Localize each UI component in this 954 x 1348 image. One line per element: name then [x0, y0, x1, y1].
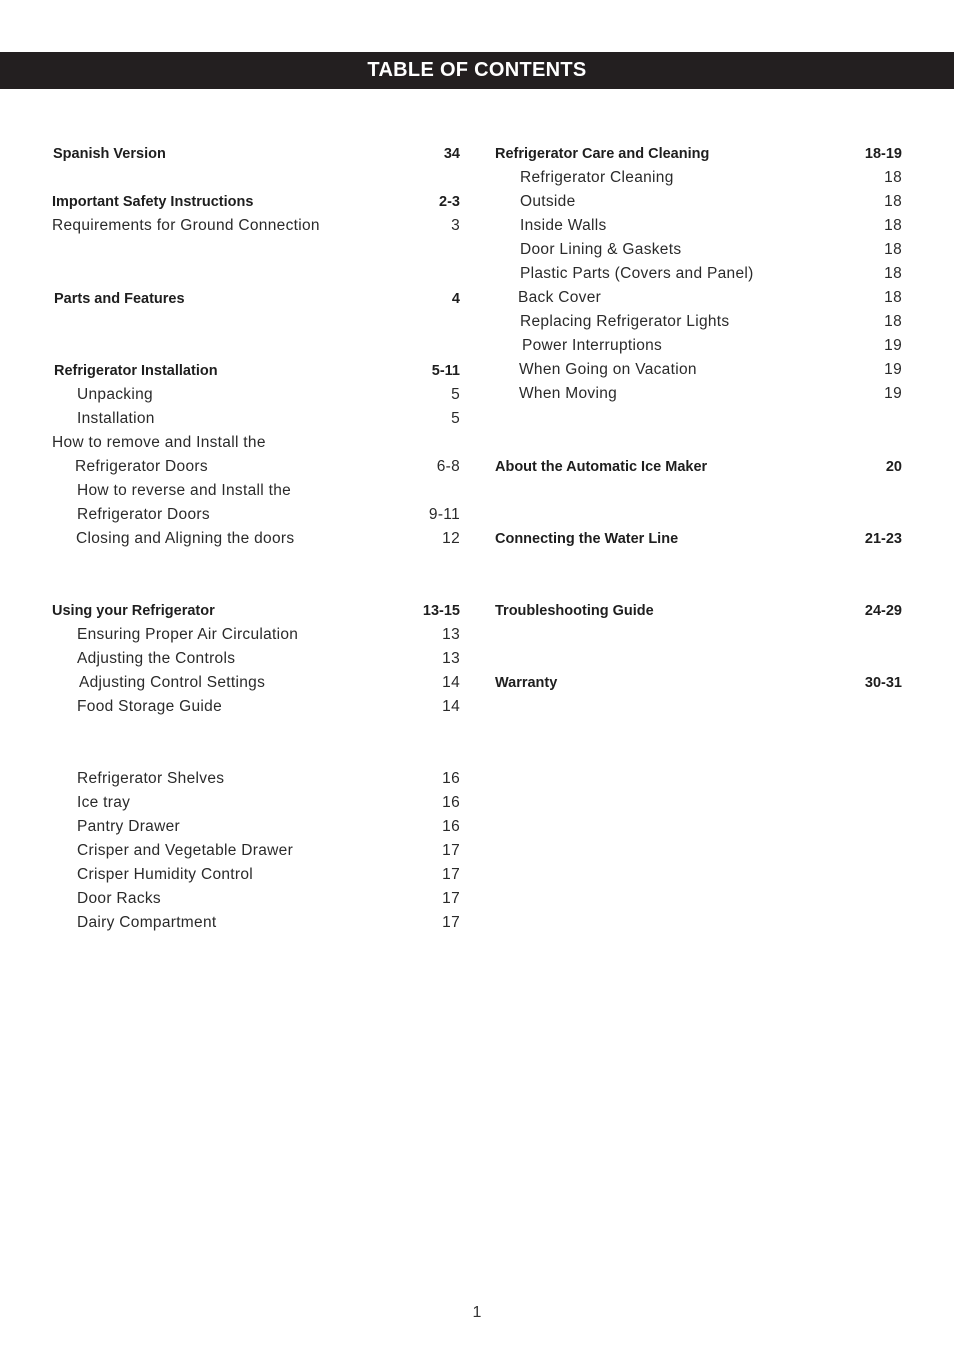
toc-entry-page: 9-11	[428, 506, 460, 523]
toc-entry-label: Connecting the Water Line	[495, 531, 679, 547]
toc-entry-page: 12	[442, 530, 460, 547]
toc-entry-label: Refrigerator Cleaning	[520, 169, 674, 186]
toc-entry-page: 19	[884, 361, 902, 378]
toc-section-connecting-the-water-line	[0, 529, 954, 549]
toc-entry-label: About the Automatic Ice Maker	[495, 459, 708, 475]
toc-entry-page: 18-19	[864, 146, 902, 162]
toc-entry-page: 6-8	[436, 458, 460, 475]
toc-item-refrigerator-doors	[0, 505, 954, 525]
toc-item-ice-tray	[0, 793, 954, 813]
toc-entry-label: Dairy Compartment	[77, 914, 217, 931]
toc-item-outside	[0, 192, 954, 212]
toc-entry-label: Replacing Refrigerator Lights	[520, 313, 730, 330]
toc-entry-page: 13	[442, 626, 460, 643]
toc-entry-label: Refrigerator Doors	[75, 458, 208, 475]
toc-entry-label: Door Racks	[77, 890, 161, 907]
toc-entry-page: 16	[442, 770, 460, 787]
page-number: 1	[472, 1304, 482, 1321]
toc-entry-page: 18	[884, 241, 902, 258]
toc-entry-page: 18	[884, 193, 902, 210]
toc-entry-page: 17	[442, 914, 460, 931]
toc-entry-label: When Moving	[519, 385, 618, 402]
toc-item-crisper-and-vegetable-drawer	[0, 841, 954, 861]
toc-item-how-to-remove-and-install-the	[0, 433, 954, 453]
toc-item-inside-walls	[0, 216, 954, 236]
toc-entry-page: 30-31	[864, 675, 902, 691]
toc-entry-label: Closing and Aligning the doors	[76, 530, 295, 547]
toc-item-door-racks	[0, 889, 954, 909]
toc-entry-label: Pantry Drawer	[77, 818, 180, 835]
toc-entry-page: 13	[442, 650, 460, 667]
toc-entry-page: 18	[884, 265, 902, 282]
toc-entry-label: Crisper Humidity Control	[77, 866, 254, 883]
toc-entry-label: Ensuring Proper Air Circulation	[77, 626, 299, 643]
toc-entry-label: Warranty	[495, 675, 558, 691]
toc-entry-label: Refrigerator Installation	[54, 363, 218, 379]
toc-item-food-storage-guide	[0, 697, 954, 717]
toc-entry-label: Refrigerator Care and Cleaning	[495, 146, 710, 162]
toc-entry-label: Using your Refrigerator	[52, 603, 215, 619]
toc-item-installation	[0, 409, 954, 429]
toc-entry-page: 17	[442, 866, 460, 883]
toc-section-troubleshooting-guide	[0, 601, 954, 621]
toc-entry-page: 3	[451, 217, 460, 234]
toc-item-door-lining-gaskets	[0, 240, 954, 260]
title-bar	[0, 52, 954, 89]
toc-entry-label: Ice tray	[77, 794, 131, 811]
page-title: TABLE OF CONTENTS	[367, 59, 587, 81]
toc-entry-label: Requirements for Ground Connection	[52, 217, 320, 234]
toc-entry-page: 18	[884, 169, 902, 186]
toc-item-how-to-reverse-and-install-the	[0, 481, 954, 501]
toc-entry-page: 5	[451, 386, 460, 403]
toc-entry-label: How to reverse and Install the	[77, 482, 292, 499]
toc-entry-label: Door Lining & Gaskets	[520, 241, 682, 258]
toc-item-ensuring-proper-air-circulation	[0, 625, 954, 645]
toc-entry-page: 18	[884, 217, 902, 234]
toc-entry-label: Spanish Version	[53, 146, 166, 162]
toc-entry-label: Installation	[77, 410, 155, 427]
toc-item-when-going-on-vacation	[0, 360, 954, 380]
toc-entry-label: Refrigerator Doors	[77, 506, 210, 523]
toc-section-refrigerator-care-and-cleaning	[0, 144, 954, 164]
toc-entry-label: How to remove and Install the	[52, 434, 266, 451]
toc-entry-label: Plastic Parts (Covers and Panel)	[520, 265, 754, 282]
toc-entry-label: Refrigerator Shelves	[77, 770, 225, 787]
toc-entry-page: 18	[884, 289, 902, 306]
toc-entry-label: Adjusting Control Settings	[79, 674, 266, 691]
toc-entry-page: 21-23	[864, 531, 902, 547]
toc-item-power-interruptions	[0, 336, 954, 356]
toc-entry-page: 24-29	[864, 603, 902, 619]
toc-item-replacing-refrigerator-lights	[0, 312, 954, 332]
toc-entry-page: 4	[451, 291, 460, 307]
toc-entry-page: 20	[885, 459, 902, 475]
toc-entry-page: 34	[443, 146, 460, 162]
toc-entry-page: 19	[884, 337, 902, 354]
toc-entry-label: Outside	[520, 193, 576, 210]
toc-entry-label: Parts and Features	[54, 291, 185, 307]
toc-entry-page: 2-3	[439, 194, 460, 210]
toc-section-warranty	[0, 673, 954, 693]
toc-entry-page: 5	[451, 410, 460, 427]
toc-entry-page: 17	[442, 890, 460, 907]
toc-entry-label: Adjusting the Controls	[77, 650, 236, 667]
toc-item-plastic-parts-covers-and-panel	[0, 264, 954, 284]
toc-section-about-the-automatic-ice-maker	[0, 457, 954, 477]
toc-entry-label: Power Interruptions	[522, 337, 663, 354]
toc-entry-label: Food Storage Guide	[77, 698, 222, 715]
toc-item-refrigerator-cleaning	[0, 168, 954, 188]
toc-entry-label: Unpacking	[77, 386, 153, 403]
toc-item-back-cover	[0, 288, 954, 308]
toc-entry-label: Crisper and Vegetable Drawer	[77, 842, 294, 859]
toc-entry-page: 17	[442, 842, 460, 859]
toc-entry-page: 16	[442, 818, 460, 835]
toc-item-adjusting-the-controls	[0, 649, 954, 669]
toc-entry-label: Inside Walls	[520, 217, 607, 234]
toc-entry-label: Back Cover	[518, 289, 602, 306]
toc-entry-label: Troubleshooting Guide	[495, 603, 654, 619]
toc-entry-page: 13-15	[422, 603, 460, 619]
toc-entry-page: 16	[442, 794, 460, 811]
toc-entry-page: 19	[884, 385, 902, 402]
toc-item-dairy-compartment	[0, 913, 954, 933]
toc-item-crisper-humidity-control	[0, 865, 954, 885]
toc-entry-label: Important Safety Instructions	[52, 194, 254, 210]
toc-entry-page: 18	[884, 313, 902, 330]
toc-item-refrigerator-shelves	[0, 769, 954, 789]
toc-entry-page: 5-11	[431, 363, 460, 379]
toc-entry-page: 14	[442, 674, 460, 691]
toc-entry-page: 14	[442, 698, 460, 715]
toc-item-pantry-drawer	[0, 817, 954, 837]
toc-entry-label: When Going on Vacation	[519, 361, 697, 378]
toc-item-when-moving	[0, 384, 954, 404]
